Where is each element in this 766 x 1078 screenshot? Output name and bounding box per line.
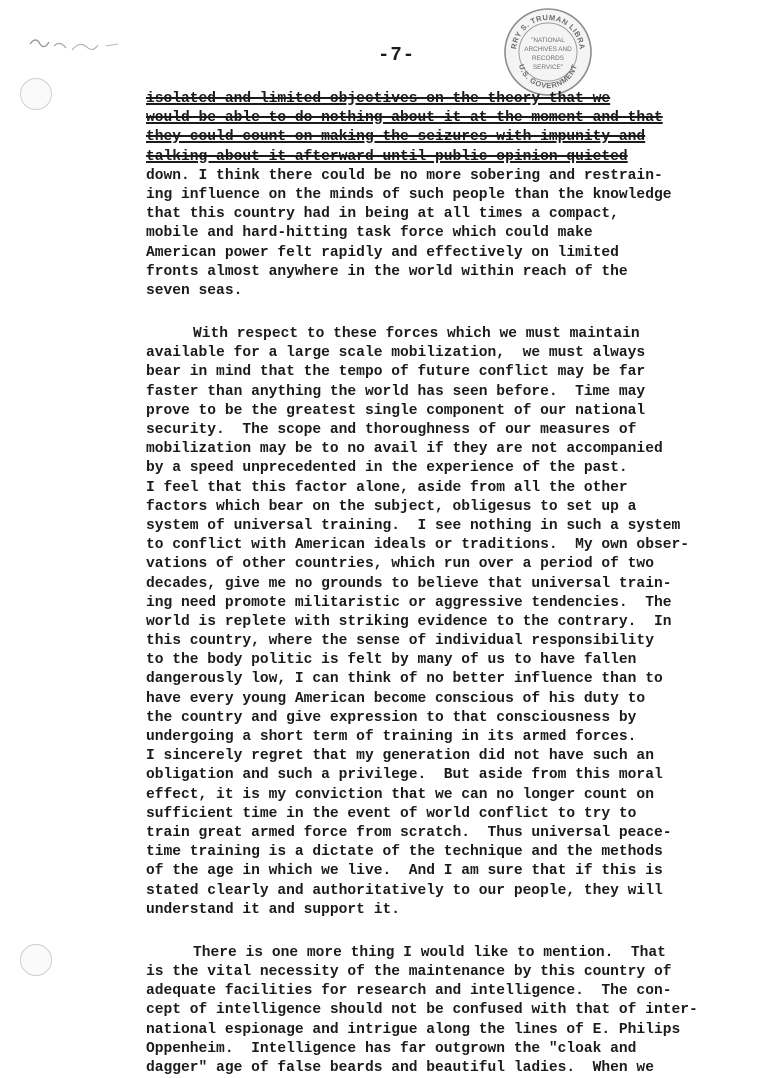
text-line: With respect to these forces which we must maintain: [193, 326, 640, 343]
text-line: bear in mind that the tempo of future conflict may be far: [146, 364, 646, 381]
text-line: to conflict with American ideals or traditions. My own obser-: [146, 537, 689, 554]
stamp-line: "NATIONAL: [531, 37, 565, 44]
text-line: seven seas.: [146, 282, 243, 299]
text-line: dagger" age of false beards and beautiful ladies. When we: [146, 1060, 654, 1076]
stamp-line: SERVICE": [532, 64, 564, 71]
text-line: train great armed force from scratch. Thus universal peace-: [146, 824, 672, 841]
text-line: ing influence on the minds of such people than the knowledge: [146, 186, 672, 203]
text-line: security. The scope and thoroughness of our measures of: [146, 422, 637, 438]
text-line: fronts almost anywhere in the world within reach of the: [146, 263, 628, 280]
text-line: they could count on making the seizures with impunity and: [146, 129, 646, 146]
text-line: would be able to do nothing about it at the moment and that: [146, 110, 663, 127]
page-number: -7-: [378, 44, 416, 66]
text-line: isolated and limited objectives on the theory that we: [146, 91, 611, 107]
text-line: I feel that this factor alone, aside from all the other: [146, 479, 628, 496]
text-line: mobilization may be to no avail if they are not accompanied: [146, 441, 663, 458]
paragraph-1: [146, 90, 766, 301]
text-line: national espionage and intrigue along the lines of E. Philips: [146, 1021, 681, 1038]
stamp-top-text: RRY S. TRUMAN LIBRA: [509, 12, 587, 51]
text-line: to the body politic is felt by many of us to have fallen: [146, 652, 637, 669]
text-line: adequate facilities for research and intelligence. The con-: [146, 983, 672, 1000]
text-line: system of universal training. I see nothing in such a system: [146, 517, 681, 534]
text-line: available for a large scale mobilization, we must always: [146, 345, 646, 362]
typed-body: [146, 90, 766, 1078]
text-line: faster than anything the world has seen before. Time may: [146, 383, 646, 400]
archives-stamp: [502, 6, 594, 98]
text-line: mobile and hard-hitting task force which could make: [146, 225, 593, 242]
text-line: down. I think there could be no more sobering and restrain-: [146, 167, 663, 184]
stamp-line: ARCHIVES AND: [524, 46, 572, 53]
text-line: talking about it afterward until public opinion quieted: [146, 148, 628, 165]
text-line: cept of intelligence should not be confused with that of inter-: [146, 1002, 698, 1019]
text-line: dangerously low, I can think of no better influence than to: [146, 671, 663, 688]
text-line: decades, give me no grounds to believe that universal train-: [146, 575, 672, 592]
text-line: undergoing a short term of training in its armed forces.: [146, 729, 637, 745]
text-line: time training is a dictate of the technique and the methods: [146, 844, 663, 861]
text-line: sufficient time in the event of world conflict to try to: [146, 805, 637, 822]
text-line: vations of other countries, which run over a period of two: [146, 556, 654, 573]
text-line: prove to be the greatest single component of our national: [146, 402, 646, 419]
text-line: this country, where the sense of individual responsibility: [146, 633, 654, 650]
text-line: effect, it is my conviction that we can no longer count on: [146, 786, 654, 803]
text-line: factors which bear on the subject, obligesus to set up a: [146, 498, 637, 515]
text-line: ing need promote militaristic or aggressive tendencies. The: [146, 594, 672, 611]
stamp-bottom-text: U.S. GOVERNMENT: [516, 62, 580, 91]
text-line: the country and give expression to that consciousness by: [146, 709, 637, 726]
text-line: have every young American become conscious of his duty to: [146, 690, 646, 707]
paragraph-2: [146, 325, 766, 920]
text-line: stated clearly and authoritatively to our people, they will: [146, 882, 663, 899]
text-line: world is replete with striking evidence to the contrary. In: [146, 613, 672, 630]
text-line: American power felt rapidly and effectively on limited: [146, 244, 619, 261]
text-line: I sincerely regret that my generation did not have such an: [146, 748, 654, 765]
text-line: that this country had in being at all times a compact,: [146, 206, 619, 223]
text-line: There is one more thing I would like to mention. That: [193, 944, 666, 961]
pencil-marks: [26, 26, 136, 66]
paragraph-3: [146, 944, 766, 1078]
text-line: Oppenheim. Intelligence has far outgrown the "cloak and: [146, 1040, 637, 1057]
text-line: is the vital necessity of the maintenance by this country of: [146, 964, 672, 981]
text-line: obligation and such a privilege. But aside from this moral: [146, 767, 663, 784]
text-line: of the age in which we live. And I am sure that if this is: [146, 863, 663, 880]
stamp-line: RECORDS: [532, 55, 564, 62]
text-line: understand it and support it.: [146, 901, 400, 918]
punch-hole-bottom: [20, 944, 52, 976]
text-line: by a speed unprecedented in the experience of the past.: [146, 460, 628, 477]
punch-hole-top: [20, 78, 52, 110]
